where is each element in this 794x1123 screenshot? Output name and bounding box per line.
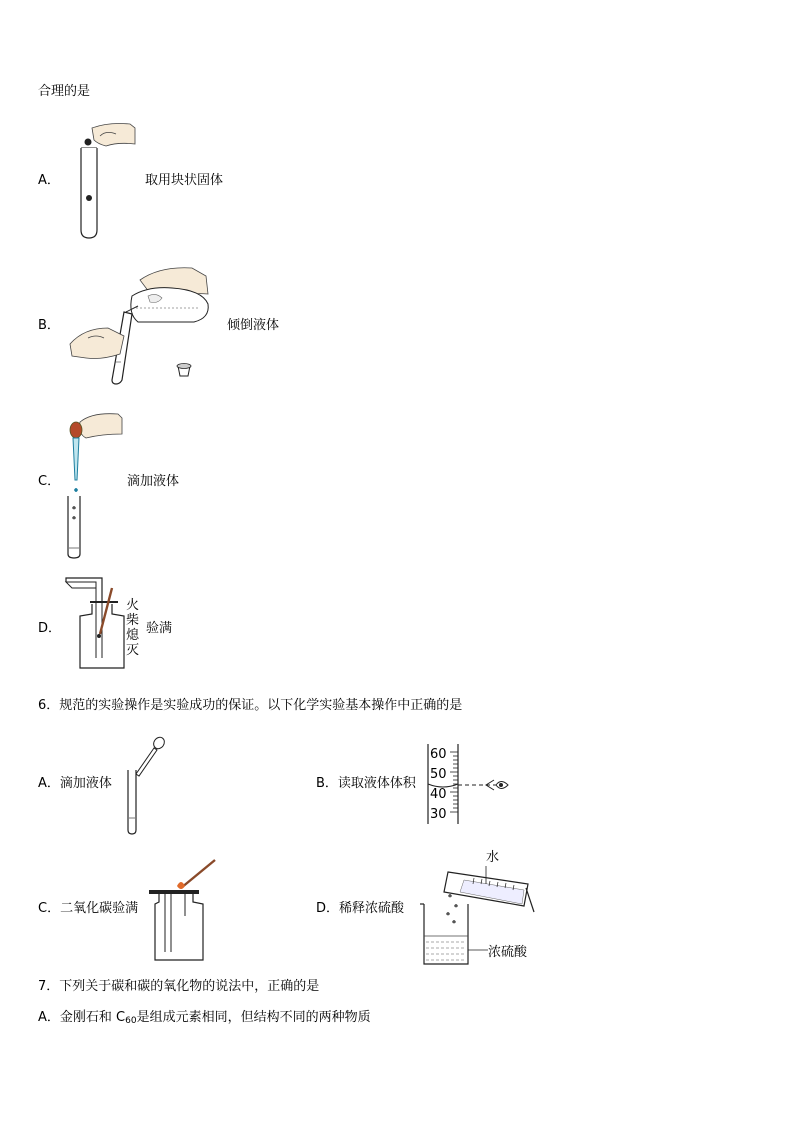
q6-option-d-label: 稀释浓硫酸 [339,901,405,916]
q5-option-d-label: 验满 [146,621,173,636]
q5-option-d-letter[interactable]: D． [38,621,62,636]
q6-stem: 6．规范的实验操作是实验成功的保证。以下化学实验基本操作中正确的是 [38,698,463,713]
flame-char-1: 火 [126,598,140,613]
q6-option-d-letter: D． [316,901,340,916]
q6-b-graduated-cylinder-illustration [424,742,510,826]
q5-option-c-label: 滴加液体 [127,474,180,489]
q6-option-b-letter: B． [316,776,338,791]
scale-60: 60 [430,747,447,762]
q5-option-c-letter[interactable]: C． [38,474,61,489]
flame-char-2: 柴 [126,613,140,628]
q6-option-d[interactable] [316,902,404,915]
intro-text: 合理的是 [38,84,91,99]
q6-option-b[interactable] [316,777,416,790]
scale-50: 50 [430,767,447,782]
q5-b-pouring-liquid-illustration [68,262,228,386]
q7-option-a[interactable] [38,1011,371,1026]
q6-a-dropper-in-tube-illustration [118,734,168,838]
q5-a-solid-test-tube-illustration [70,120,140,242]
q7-option-a-pre: A．金刚石和 C [38,1010,126,1025]
q7-stem: 7．下列关于碳和碳的氧化物的说法中，正确的是 [38,979,320,994]
q6-d-water-label: 水 [486,850,500,865]
q5-d-flame-label [126,598,139,658]
flame-char-3: 熄 [126,628,140,643]
q6-option-c-letter: C． [38,901,61,916]
q5-option-a-letter[interactable]: A． [38,173,60,188]
q6-option-c-label: 二氧化碳验满 [60,901,139,916]
q5-d-gas-bottle-illustration [62,574,126,674]
q6-option-b-label: 读取液体体积 [337,776,416,791]
q5-option-a-label: 取用块状固体 [145,173,224,188]
q6-option-a[interactable] [38,777,112,790]
q6-option-a-label: 滴加液体 [59,776,112,791]
scale-30: 30 [430,807,447,822]
flame-char-4: 灭 [126,643,140,658]
q6-option-c[interactable] [38,902,138,915]
q7-option-a-sub: 60 [125,1016,137,1026]
q6-option-a-letter: A． [38,776,60,791]
q7-option-a-post: 是组成元素相同，但结构不同的两种物质 [136,1010,371,1025]
q5-option-b-label: 倾倒液体 [227,318,280,333]
scale-40: 40 [430,787,447,802]
q6-d-acid-label: 浓硫酸 [488,945,528,960]
q5-option-b-letter[interactable]: B． [38,318,60,333]
q5-c-dropper-illustration [62,408,124,560]
q6-c-co2-bottle-illustration [145,856,221,964]
